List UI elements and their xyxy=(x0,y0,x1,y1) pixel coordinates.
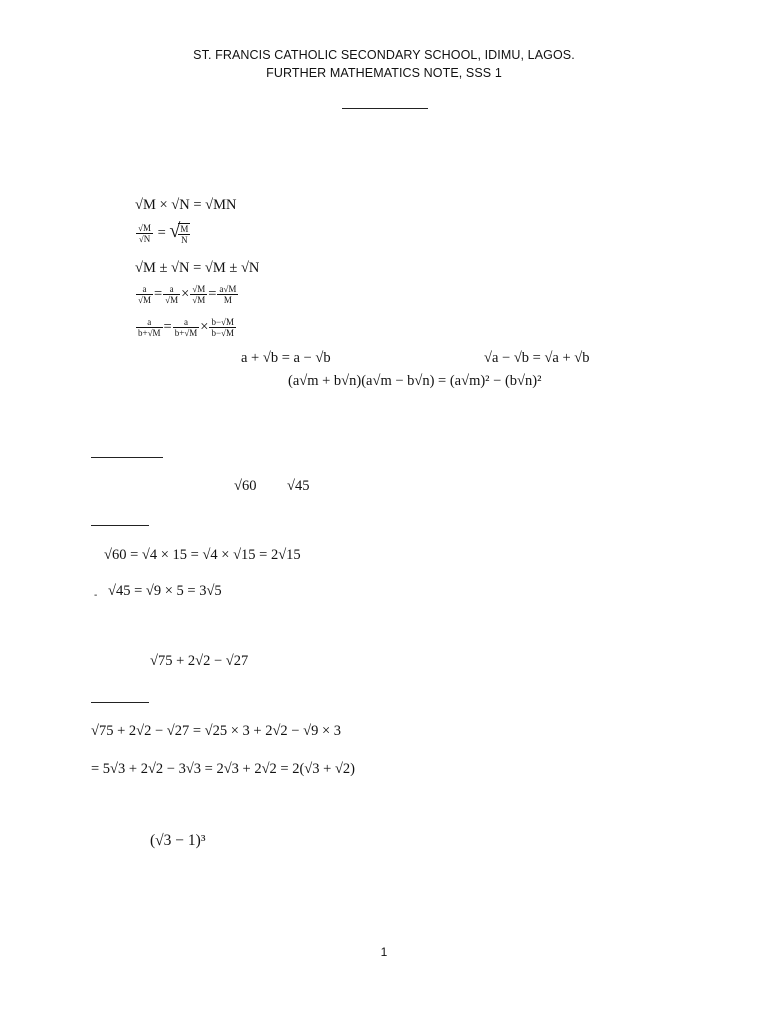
law4-f3-den: √M xyxy=(192,295,206,305)
example2-solution-line2: = 5√3 + 2√2 − 3√3 = 2√3 + 2√2 = 2(√3 + √2) xyxy=(91,761,355,777)
law-rationalise: $\frac{a}{√M}$ = $\frac{a}{√M}$ × $\frac{√M}{√M}$ = $\frac{a√M}{M}$ xyxy=(138,284,237,305)
law-quotient: $\frac{√M}{√N}$ = √ $\frac{M}{N}$ xyxy=(138,220,189,245)
conjugate-pair-1: a + √b = a − √b xyxy=(241,350,331,366)
example1-heading-rule xyxy=(91,457,163,458)
law5-f3-num: b−√M xyxy=(211,317,234,327)
conjugate-product: (a√m + b√n)(a√m − b√n) = (a√m)² − (b√n)² xyxy=(288,373,542,389)
law4-f2-den: √M xyxy=(165,295,179,305)
law5-f3-den: b−√M xyxy=(211,328,234,338)
title-underline xyxy=(342,108,428,109)
law5-f1-den: b+√M xyxy=(138,328,161,338)
example2-solution-line1: √75 + 2√2 − √27 = √25 × 3 + 2√2 − √9 × 3 xyxy=(91,723,341,739)
law4-f4-num: a√M xyxy=(219,284,237,294)
example1-question-b: √45 xyxy=(287,478,310,494)
law-quotient-rhs-den: N xyxy=(181,234,188,245)
school-name: ST. FRANCIS CATHOLIC SECONDARY SCHOOL, IDIMU, LAGOS. xyxy=(193,48,575,62)
law4-f4-den: M xyxy=(223,295,232,305)
solution1-heading-rule xyxy=(91,525,149,526)
law4-f3-num: √M xyxy=(192,284,206,294)
solution2-heading-rule xyxy=(91,702,149,703)
law4-f2-num: a xyxy=(163,284,180,295)
solution-marker: - xyxy=(94,590,98,601)
law-quotient-lhs-num: √M xyxy=(138,223,151,234)
note-subject: FURTHER MATHEMATICS NOTE, SSS 1 xyxy=(266,66,502,80)
law-quotient-rhs-num: M xyxy=(180,223,189,234)
example3-question: (√3 − 1)³ xyxy=(150,832,206,849)
law5-f2-num: a xyxy=(173,317,200,328)
law4-f1-den: √M xyxy=(138,295,151,305)
law5-f1-num: a xyxy=(136,317,163,328)
conjugate-pair-2: √a − √b = √a + √b xyxy=(484,350,590,366)
law-sum: √M ± √N = √M ± √N xyxy=(135,260,260,276)
page-number: 1 xyxy=(380,945,388,959)
example1-solution-line1: √60 = √4 × 15 = √4 × √15 = 2√15 xyxy=(104,547,301,563)
example2-question: √75 + 2√2 − √27 xyxy=(150,653,249,669)
law-quotient-lhs-den: √N xyxy=(138,234,151,245)
law-conjugate: $\frac{a}{b+√M}$ = $\frac{a}{b+√M}$ × $\frac{b-√M}{b-√M}$ xyxy=(138,317,234,338)
example1-question-a: √60 xyxy=(234,478,257,494)
law5-f2-den: b+√M xyxy=(174,328,198,338)
law4-f1-num: a xyxy=(136,284,153,295)
example1-solution-line2: √45 = √9 × 5 = 3√5 xyxy=(108,583,222,599)
law-product: √M × √N = √MN xyxy=(135,197,237,213)
